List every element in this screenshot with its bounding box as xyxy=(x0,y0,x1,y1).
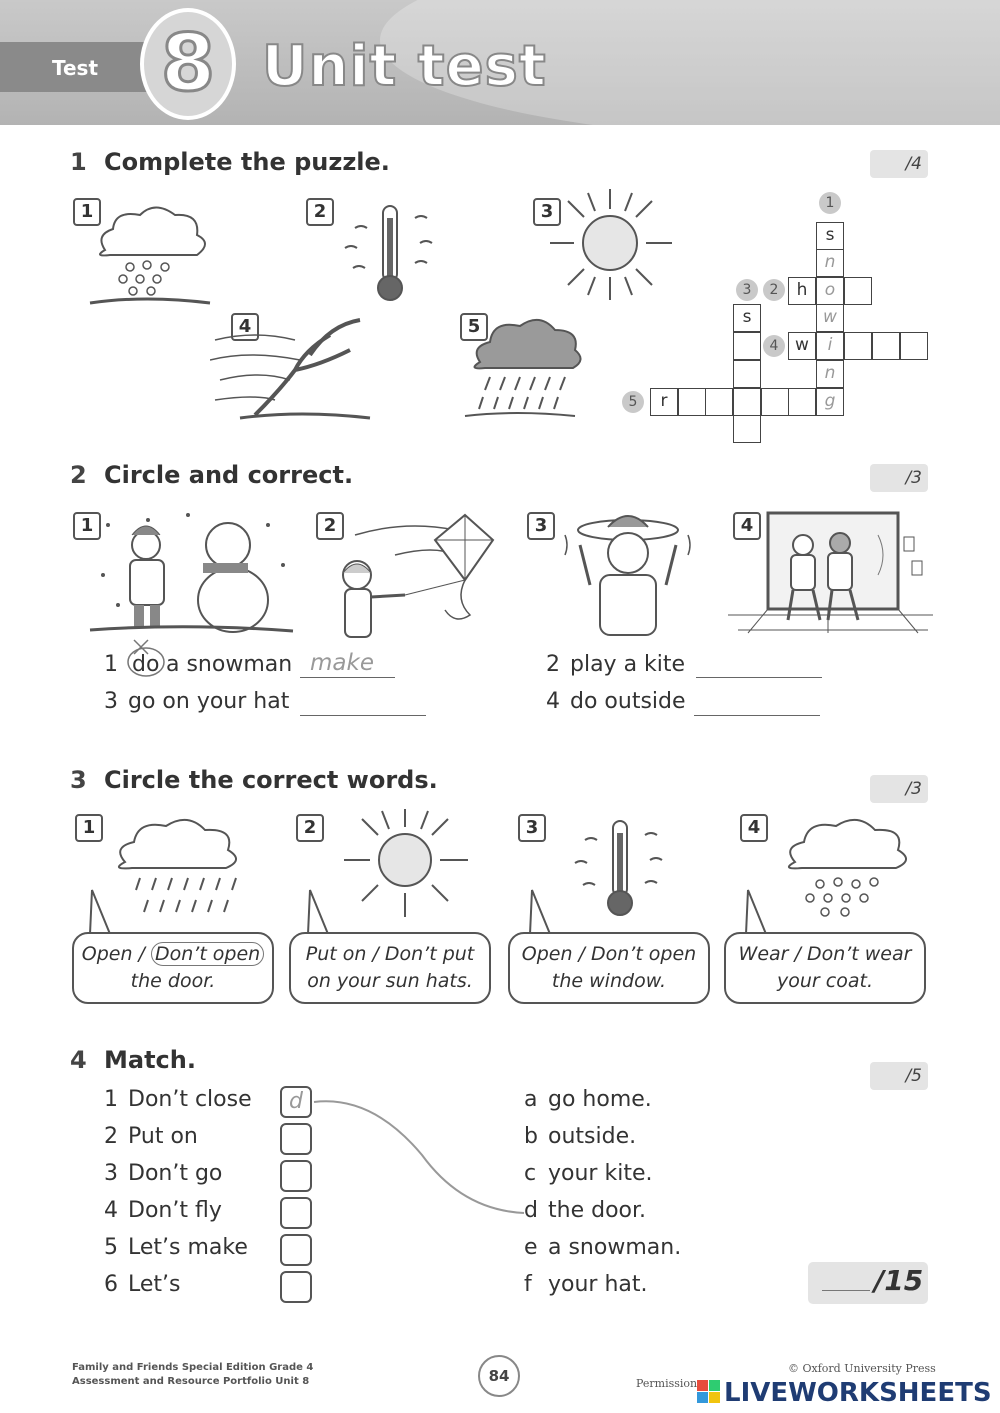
match-connector-line xyxy=(312,1095,527,1220)
clue-number-4: 4 xyxy=(763,335,785,357)
bubble-1-line1 xyxy=(74,941,272,968)
footer-copyright: © Oxford University Press xyxy=(788,1362,936,1375)
bubble-3-line1[interactable]: Open / Don’t open xyxy=(521,943,697,965)
puzzle-picture-number-5: 5 xyxy=(460,313,488,341)
section2-number: 2 xyxy=(70,461,87,489)
footer-book-subtitle: Assessment and Resource Portfolio Unit 8 xyxy=(72,1376,310,1387)
puzzle-picture-number-2: 2 xyxy=(306,198,334,226)
puzzle-picture-number-3: 3 xyxy=(533,198,561,226)
crossword-cell[interactable] xyxy=(900,332,928,360)
section1-number: 1 xyxy=(70,148,87,176)
clue-number-5: 5 xyxy=(622,391,644,413)
s2-blank-3[interactable] xyxy=(300,714,426,716)
s2-item-number-4: 4 xyxy=(546,689,560,714)
match-left-text: Don’t go xyxy=(128,1161,223,1186)
clue-number-3: 3 xyxy=(736,279,758,301)
section3-title: Circle the correct words. xyxy=(104,766,438,794)
crossword-cell[interactable]: o xyxy=(816,277,844,305)
match-left-text: Let’s xyxy=(128,1272,181,1297)
match-right-text: outside. xyxy=(548,1124,637,1149)
match-right-text: a snowman. xyxy=(548,1235,682,1260)
speech-bubble-2 xyxy=(289,932,491,1004)
section4-score: /5 xyxy=(870,1062,928,1090)
bubble-1-line2: the door. xyxy=(130,970,216,992)
match-right-letter: b xyxy=(524,1124,538,1149)
match-left-number: 2 xyxy=(104,1124,118,1149)
section3-score: /3 xyxy=(870,775,928,803)
match-right-text: your kite. xyxy=(548,1161,653,1186)
match-left-number: 5 xyxy=(104,1235,118,1260)
kite-picture xyxy=(325,505,500,640)
s2-item-text-3: go on your hat xyxy=(128,689,290,714)
match-right-text: the door. xyxy=(548,1198,647,1223)
section4-title: Match. xyxy=(104,1046,196,1074)
crossword-cell[interactable] xyxy=(733,360,761,388)
match-answer-box[interactable] xyxy=(280,1197,312,1229)
section4-number: 4 xyxy=(70,1046,87,1074)
section2-title: Circle and correct. xyxy=(104,461,354,489)
speech-bubble-1 xyxy=(72,932,274,1004)
puzzle-picture-number-1: 1 xyxy=(73,198,101,226)
unit-number: 8 xyxy=(160,19,216,109)
match-left-text: Put on xyxy=(128,1124,198,1149)
bubble-tails xyxy=(70,880,970,940)
speech-bubble-4 xyxy=(724,932,926,1004)
puzzle-picture-number-4: 4 xyxy=(231,313,259,341)
match-left-text: Let’s make xyxy=(128,1235,248,1260)
crossword-cell[interactable] xyxy=(705,388,733,416)
total-score-box xyxy=(808,1262,928,1304)
unit-number-badge xyxy=(140,8,236,120)
clue-number-2: 2 xyxy=(763,279,785,301)
s2-picture-number-1: 1 xyxy=(73,512,101,540)
match-left-text: Don’t close xyxy=(128,1087,252,1112)
s2-picture-number-4: 4 xyxy=(733,512,761,540)
crossword-cell[interactable]: n xyxy=(816,360,844,388)
clue-number-1: 1 xyxy=(819,192,841,214)
section1-title: Complete the puzzle. xyxy=(104,148,390,176)
crossword-cell[interactable]: r xyxy=(650,388,678,416)
section3-number: 3 xyxy=(70,766,87,794)
bubble-2-line2: on your sun hats. xyxy=(307,970,473,992)
match-right-text: your hat. xyxy=(548,1272,648,1297)
page-header xyxy=(0,0,1000,125)
crossword-cell[interactable]: w xyxy=(816,304,844,332)
crossword-cell[interactable] xyxy=(733,415,761,443)
s3-picture-number-4: 4 xyxy=(740,814,768,842)
match-left-number: 4 xyxy=(104,1198,118,1223)
match-left-number: 1 xyxy=(104,1087,118,1112)
s2-item-number-3: 3 xyxy=(104,689,118,714)
s3-picture-number-2: 2 xyxy=(296,814,324,842)
s2-blank-4[interactable] xyxy=(694,714,820,716)
crossword-cell[interactable] xyxy=(844,277,872,305)
section2-score: /3 xyxy=(870,464,928,492)
match-left-text: Don’t fly xyxy=(128,1198,222,1223)
match-answer-box[interactable] xyxy=(280,1271,312,1303)
crossword-cell[interactable]: h xyxy=(788,277,816,305)
bubble-1-option-open[interactable]: Open / xyxy=(81,943,151,965)
match-right-letter: f xyxy=(524,1272,532,1297)
s2-item-text-1: a snowman xyxy=(166,652,293,677)
match-answer-box[interactable] xyxy=(280,1234,312,1266)
s3-picture-number-1: 1 xyxy=(75,814,103,842)
s2-item-text-4: do outside xyxy=(570,689,686,714)
s3-picture-number-3: 3 xyxy=(518,814,546,842)
s2-picture-number-2: 2 xyxy=(316,512,344,540)
crossword-cell[interactable] xyxy=(788,388,816,416)
crossword-cell[interactable]: w xyxy=(788,332,816,360)
crossword-cell[interactable]: s xyxy=(816,222,844,250)
crossword-cell[interactable] xyxy=(761,388,789,416)
match-answer-box[interactable] xyxy=(280,1160,312,1192)
footer-book-title: Family and Friends Special Edition Grade 4 xyxy=(72,1362,314,1373)
match-right-letter: e xyxy=(524,1235,538,1260)
windy-tree-icon xyxy=(210,310,375,425)
boy-with-hat-picture xyxy=(560,505,695,640)
liveworksheets-logo[interactable]: LIVEWORKSHEETS xyxy=(724,1378,992,1408)
match-left-number: 3 xyxy=(104,1161,118,1186)
section1-score: /4 xyxy=(870,150,928,178)
bubble-2-line1[interactable]: Put on / Don’t put xyxy=(305,943,475,965)
total-score-label: /15 xyxy=(874,1264,924,1297)
crossword-cell[interactable] xyxy=(872,332,900,360)
bubble-1-option-dont-open[interactable]: Don’t open xyxy=(151,942,264,966)
kids-walking-outside-picture xyxy=(728,505,933,635)
match-right-letter: d xyxy=(524,1198,538,1223)
s2-item-number-1: 1 xyxy=(104,652,118,677)
crossword-cell[interactable] xyxy=(733,388,761,416)
crossword-cell[interactable]: n xyxy=(816,249,844,277)
crossword-cell[interactable] xyxy=(733,332,761,360)
bubble-3-line2: the window. xyxy=(551,970,667,992)
match-answer-box[interactable] xyxy=(280,1123,312,1155)
hot-thermometer-icon xyxy=(335,198,445,308)
liveworksheets-logo-icon xyxy=(697,1378,721,1406)
s2-item-circled-word[interactable]: do xyxy=(132,652,160,677)
s2-blank-2[interactable] xyxy=(696,676,822,678)
crossword-cell[interactable] xyxy=(844,332,872,360)
crossword-cell[interactable]: g xyxy=(816,388,844,416)
speech-bubble-3 xyxy=(508,932,710,1004)
circle-mark xyxy=(124,638,168,680)
bubble-4-line1[interactable]: Wear / Don’t wear xyxy=(738,943,912,965)
footer-permission: Permission xyxy=(636,1377,698,1390)
test-tab: Test xyxy=(0,42,160,92)
match-left-number: 6 xyxy=(104,1272,118,1297)
total-score-blank[interactable] xyxy=(822,1290,870,1291)
page-title: Unit test xyxy=(262,34,547,99)
crossword-cell[interactable]: s xyxy=(733,304,761,332)
s2-picture-number-3: 3 xyxy=(527,512,555,540)
page-number: 84 xyxy=(478,1355,520,1397)
snow-cloud-icon xyxy=(85,195,215,315)
snowman-picture xyxy=(88,505,298,640)
bubble-4-line2: your coat. xyxy=(777,970,873,992)
match-right-letter: a xyxy=(524,1087,538,1112)
s2-blank-1[interactable] xyxy=(300,676,395,678)
s2-item-text-2: play a kite xyxy=(570,652,686,677)
s2-item-number-2: 2 xyxy=(546,652,560,677)
sun-icon xyxy=(540,185,680,310)
match-right-letter: c xyxy=(524,1161,537,1186)
crossword-cell[interactable] xyxy=(678,388,706,416)
match-right-text: go home. xyxy=(548,1087,652,1112)
rain-cloud-icon xyxy=(455,312,585,422)
s2-answer-1[interactable]: make xyxy=(310,650,374,676)
crossword-cell[interactable]: i xyxy=(816,332,844,360)
match-answer-box[interactable]: d xyxy=(280,1086,312,1118)
